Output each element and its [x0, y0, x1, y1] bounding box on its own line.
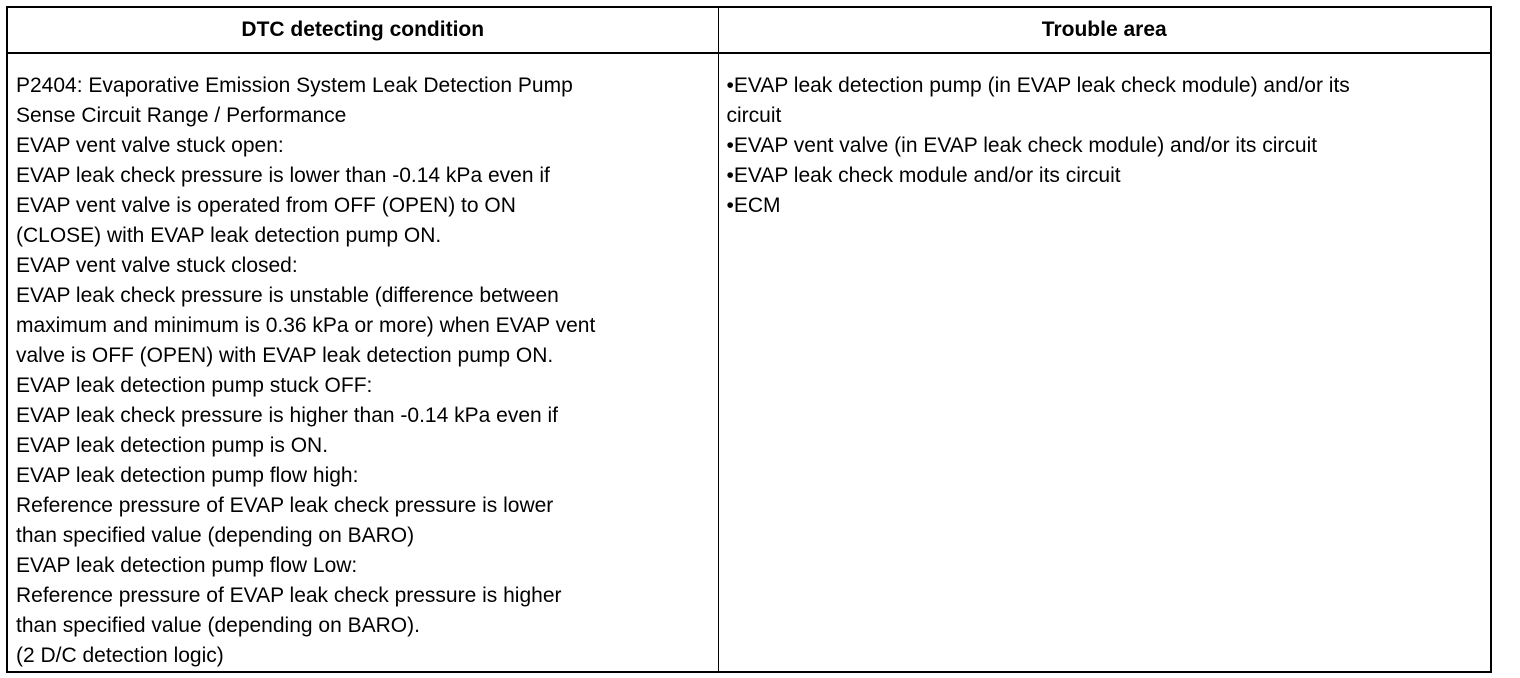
condition-line: EVAP leak detection pump stuck OFF:: [16, 374, 373, 397]
trouble-item-continuation: circuit: [726, 104, 782, 127]
header-trouble-area: Trouble area: [718, 7, 1491, 53]
condition-line: (CLOSE) with EVAP leak detection pump ON.: [16, 224, 442, 247]
condition-line: EVAP leak detection pump flow high:: [16, 464, 359, 487]
condition-line: EVAP leak detection pump is ON.: [16, 434, 329, 457]
condition-line: maximum and minimum is 0.36 kPa or more) when EVAP vent: [16, 314, 596, 337]
table-row: [7, 53, 1491, 672]
condition-line: P2404: Evaporative Emission System Leak Detection Pump: [16, 74, 573, 97]
dtc-table: [6, 6, 1492, 673]
condition-line: than specified value (depending on BARO).: [16, 614, 420, 637]
trouble-item: • EVAP vent valve (in EVAP leak check module) and/or its circuit: [727, 131, 1483, 161]
condition-line: Reference pressure of EVAP leak check pressure is lower: [16, 494, 554, 517]
condition-line: EVAP leak check pressure is lower than -0.14 kPa even if: [16, 164, 550, 187]
condition-line: EVAP leak check pressure is unstable (difference between: [16, 284, 559, 307]
condition-cell: [7, 53, 718, 672]
condition-line: valve is OFF (OPEN) with EVAP leak detection pump ON.: [16, 344, 554, 367]
condition-line: EVAP vent valve stuck closed:: [16, 254, 298, 277]
trouble-item: • EVAP leak detection pump (in EVAP leak check module) and/or its: [727, 71, 1483, 101]
condition-line: EVAP leak detection pump flow Low:: [16, 554, 358, 577]
trouble-item: • ECM: [727, 191, 1483, 221]
trouble-item: • EVAP leak check module and/or its circuit: [727, 161, 1483, 191]
trouble-area-cell: [718, 53, 1491, 672]
condition-line: than specified value (depending on BARO): [16, 524, 415, 547]
condition-line: Sense Circuit Range / Performance: [16, 104, 347, 127]
condition-line: (2 D/C detection logic): [16, 644, 224, 667]
condition-line: EVAP vent valve is operated from OFF (OPEN) to ON: [16, 194, 516, 217]
header-dtc-detecting-condition: DTC detecting condition: [7, 7, 718, 53]
condition-line: Reference pressure of EVAP leak check pressure is higher: [16, 584, 562, 607]
condition-line: EVAP vent valve stuck open:: [16, 134, 284, 157]
condition-line: EVAP leak check pressure is higher than -0.14 kPa even if: [16, 404, 559, 427]
header-row: [7, 7, 1491, 53]
